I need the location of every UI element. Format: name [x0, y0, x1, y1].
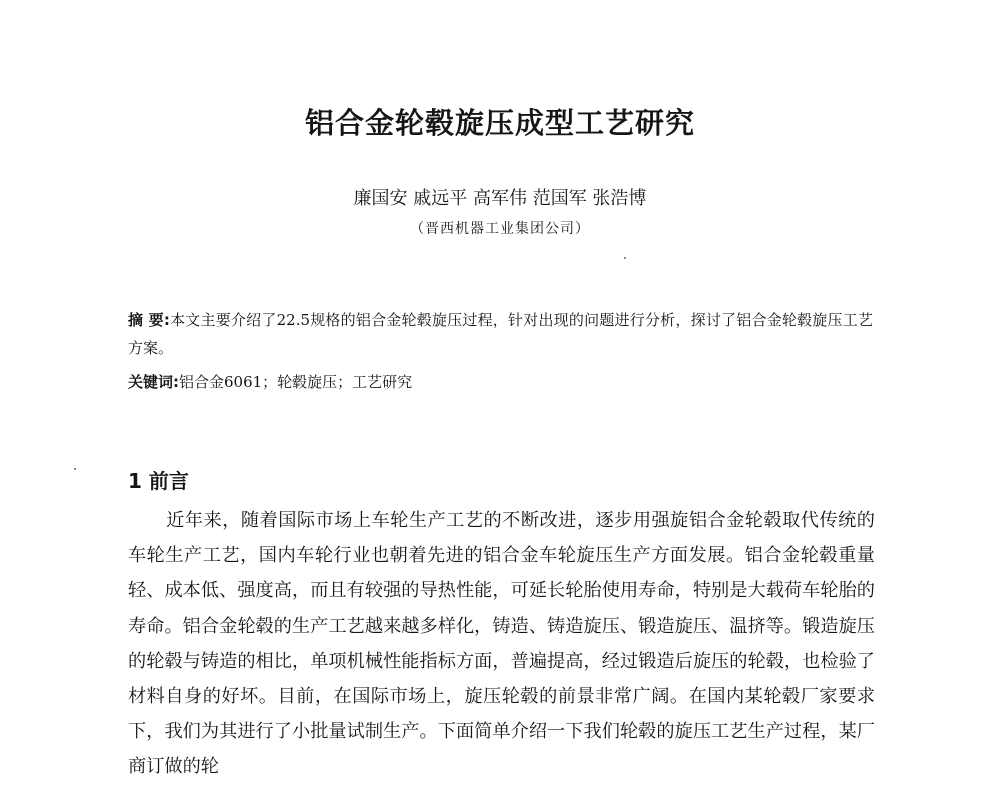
scan-speck: [74, 468, 76, 470]
abstract: [128, 306, 873, 362]
keywords: [128, 368, 873, 396]
keywords-label: 关键词:: [128, 373, 179, 391]
keywords-text: 铝合金6061；轮毂旋压；工艺研究: [179, 373, 413, 391]
paper-title: 铝合金轮毂旋压成型工艺研究: [304, 106, 695, 140]
abstract-text: 本文主要介绍了22.5规格的铝合金轮毂旋压过程，针对出现的问题进行分析，探讨了铝合金轮毂旋压工艺方案。: [128, 311, 873, 357]
author-affiliation: （晋西机器工业集团公司）: [410, 221, 590, 237]
author-list: 廉国安 戚远平 高军伟 范国军 张浩博: [353, 188, 647, 209]
section-heading: 1 前言: [128, 469, 189, 493]
section-paragraph: 近年来，随着国际市场上车轮生产工艺的不断改进，逐步用强旋铝合金轮毂取代传统的车轮生产工艺，国内车轮行业也朝着先进的铝合金车轮旋压生产方面发展。铝合金轮毂重量轻、成本低、强度高，而且有较强的导热性能，可延长轮胎使用寿命，特别是大载荷车轮胎的寿命。铝合金轮毂的生产工艺越来越多样化，铸造、铸造旋压、锻造旋压、温挤等。锻造旋压的轮毂与铸造的相比，单项机械性能指标方面，普遍提高，经过锻造后旋压的轮毂，也检验了材料自身的好坏。目前，在国际市场上，旋压轮毂的前景非常广阔。在国内某轮毂厂家要求下，我们为其进行了小批量试制生产。下面简单介绍一下我们轮毂的旋压工艺生产过程，某厂商订做的轮: [128, 510, 875, 778]
abstract-label: 摘 要:: [128, 311, 170, 329]
scan-speck: [624, 257, 626, 259]
